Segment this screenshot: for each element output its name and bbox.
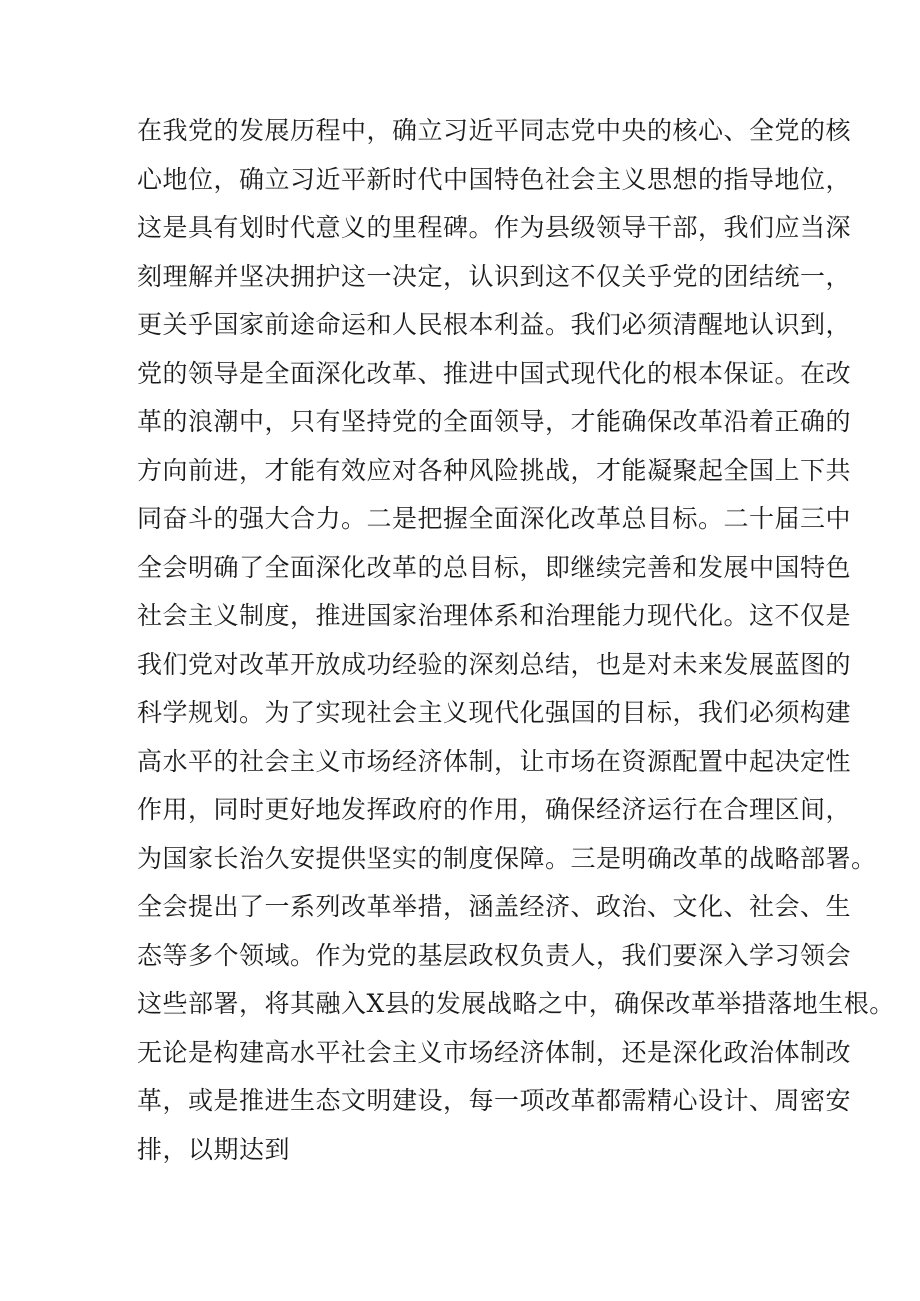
text-line: 高水平的社会主义市场经济体制，让市场在资源配置中起决定性 bbox=[137, 746, 852, 776]
body-paragraph bbox=[137, 107, 895, 1174]
text-line: 更关乎国家前途命运和人民根本利益。我们必须清醒地认识到， bbox=[137, 310, 852, 339]
text-line: 党的领导是全面深化改革、推进中国式现代化的根本保证。在改 bbox=[137, 358, 852, 388]
text-line: 无论是构建高水平社会主义市场经济体制，还是深化政治体制改 bbox=[137, 1037, 852, 1067]
text-line: 全会明确了全面深化改革的总目标，即继续完善和发展中国特色 bbox=[137, 552, 852, 582]
text-line: 心地位，确立习近平新时代中国特色社会主义思想的指导地位， bbox=[137, 164, 852, 194]
text-line: 刻理解并坚决拥护这一决定，认识到这不仅关乎党的团结统一， bbox=[137, 261, 852, 291]
text-line: 革，或是推进生态文明建设，每一项改革都需精心设计、周密安 bbox=[137, 1086, 852, 1115]
text-line: 我们党对改革开放成功经验的深刻总结，也是对未来发展蓝图的 bbox=[137, 649, 852, 679]
text-line: 社会主义制度，推进国家治理体系和治理能力现代化。这不仅是 bbox=[137, 601, 852, 630]
text-line: 在我党的发展历程中，确立习近平同志党中央的核心、全党的核 bbox=[137, 116, 852, 145]
text-line: 这是具有划时代意义的里程碑。作为县级领导干部，我们应当深 bbox=[137, 213, 852, 242]
text-line: 全会提出了一系列改革举措，涵盖经济、政治、文化、社会、生 bbox=[137, 892, 852, 921]
text-line: 科学规划。为了实现社会主义现代化强国的目标，我们必须构建 bbox=[137, 698, 852, 727]
text-line: 态等多个领域。作为党的基层政权负责人，我们要深入学习领会 bbox=[137, 940, 852, 970]
text-line: 作用，同时更好地发挥政府的作用，确保经济运行在合理区间， bbox=[137, 795, 852, 824]
text-line: 排，以期达到 bbox=[137, 1134, 291, 1164]
text-line: 这些部署，将其融入X县的发展战略之中，确保改革举措落地生根。 bbox=[137, 989, 895, 1018]
text-line: 同奋斗的强大合力。二是把握全面深化改革总目标。二十届三中 bbox=[137, 504, 852, 533]
text-line: 方向前进，才能有效应对各种风险挑战，才能凝聚起全国上下共 bbox=[137, 455, 852, 485]
text-line: 革的浪潮中，只有坚持党的全面领导，才能确保改革沿着正确的 bbox=[137, 407, 852, 436]
text-line: 为国家长治久安提供坚实的制度保障。三是明确改革的战略部署。 bbox=[137, 843, 877, 873]
